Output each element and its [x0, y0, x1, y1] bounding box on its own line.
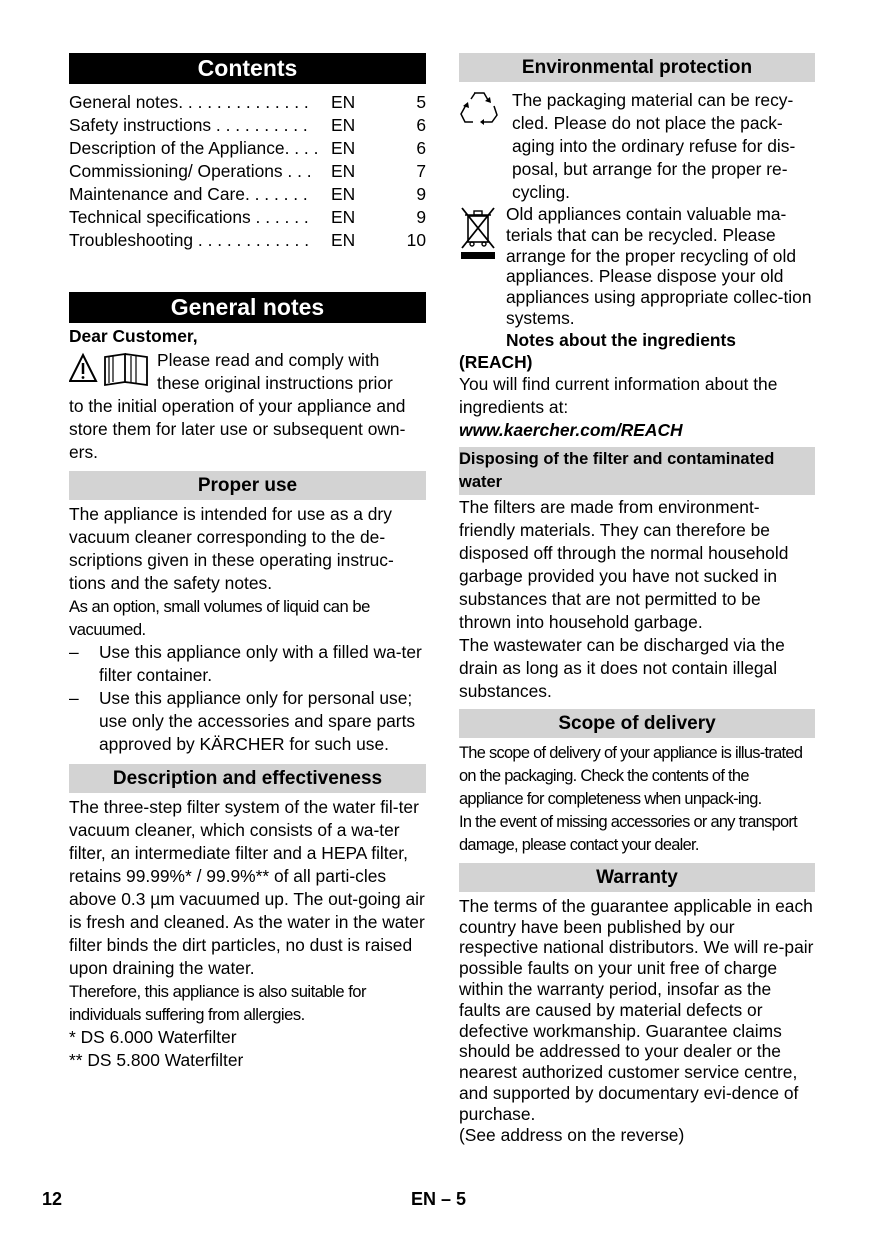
warranty-heading: Warranty	[459, 863, 815, 892]
toc-row[interactable]	[69, 206, 426, 229]
reach-link[interactable]: www.kaercher.com/REACH	[459, 419, 683, 440]
footnote-2: ** DS 5.800 Waterfilter	[69, 1050, 244, 1070]
page-number: 12	[42, 1189, 63, 1209]
toc-title: Commissioning/ Operations . . .	[69, 161, 312, 181]
proper-use-text: The appliance is intended for use as a dry vacuum cleaner corresponding to the de-scriptions given in these operating instruc-tions and the safety notes.	[69, 504, 394, 593]
list-item	[69, 641, 426, 687]
warranty-address-note: (See address on the reverse)	[459, 1124, 685, 1145]
toc-page: 6	[416, 138, 426, 158]
recycle-icon	[459, 89, 512, 204]
toc-title: Troubleshooting . . . . . . . . . . . .	[69, 230, 310, 250]
greeting: Dear Customer,	[69, 326, 198, 346]
proper-use-heading: Proper use	[69, 471, 426, 500]
warranty-text: The terms of the guarantee applicable in each country have been published by our respective national distributors. We will re-pair possible faults on your unit free of charge within the warranty period, insofar as the faults are caused by material defects or defective workmanship. Guarantee claims should be addressed to your dealer or the nearest authorized customer service centre, and supported by documentary evi-dence of purchase.	[459, 895, 814, 1124]
list-item-text: Use this appliance only for personal use; use only the accessories and spare parts approved by KÄRCHER for such use.	[99, 688, 416, 754]
contents-heading: Contents	[69, 53, 426, 84]
right-column	[459, 53, 815, 1145]
toc-title: Description of the Appliance. . . .	[69, 138, 319, 158]
reach-text: You will find current information about the ingredients at:	[459, 373, 778, 417]
list-item-text: Use this appliance only with a filled wa-ter filter container.	[99, 642, 422, 685]
warning-manual-icon	[69, 351, 157, 391]
toc-lang: EN	[331, 207, 356, 227]
toc-row[interactable]	[69, 183, 426, 206]
intro-rest: to the initial operation of your appliance and store them for later use or subsequent own-ers.	[69, 396, 406, 462]
toc-lang: EN	[331, 184, 356, 204]
toc-row[interactable]	[69, 160, 426, 183]
proper-use-option: As an option, small volumes of liquid can be vacuumed.	[69, 597, 370, 639]
description-heading: Description and effectiveness	[69, 764, 426, 793]
toc-page: 10	[406, 230, 426, 250]
toc-row[interactable]	[69, 137, 426, 160]
old-appliances-block	[459, 204, 815, 329]
reach-heading-cont: (REACH)	[459, 351, 533, 372]
toc-page: 9	[416, 184, 426, 204]
toc-lang: EN	[331, 115, 356, 135]
reach-heading: Notes about the ingredients	[506, 329, 736, 350]
toc-title: Safety instructions . . . . . . . . . .	[69, 115, 308, 135]
disposing-text: The filters are made from environment-friendly materials. They can therefore be disposed off through the normal household garbage provided you have not sucked in substances that are not permitted to be thrown into household garbage.	[459, 496, 789, 632]
description-text: The three-step filter system of the water fil-ter vacuum cleaner, which consists of a wa-ter filter, an intermediate filter and a HEPA filter, retains 99.99%* / 99.9%** of all parti-cles above 0.3 µm vacuumed up. The out-going air is fresh and cleaned. As the water in the water filter binds the dirt particles, no dust is raised upon draining the water.	[69, 797, 425, 978]
toc-lang: EN	[331, 92, 356, 112]
scope-text: The scope of delivery of your appliance is illus-trated on the packaging. Check the contents of the appliance for completeness when unpack-ing.	[459, 743, 803, 808]
toc-lang: EN	[331, 230, 356, 250]
toc-page: 6	[416, 115, 426, 135]
toc-row[interactable]	[69, 91, 426, 114]
table-of-contents	[69, 91, 426, 252]
packaging-block	[459, 89, 815, 204]
packaging-text: The packaging material can be recy-cled. Please do not place the pack-aging into the ordinary refuse for dis-posal, but arrange for the proper re-cycling.	[512, 90, 796, 202]
toc-page: 5	[416, 92, 426, 112]
dash-marker: –	[69, 688, 79, 708]
disposing-heading: Disposing of the filter and contaminated water	[459, 447, 815, 495]
old-appliances-text: Old appliances contain valuable ma-terials that can be recycled. Please arrange for the proper recycling of old appliances. Please dispose your old appliances using appropriate collec-tion systems.	[506, 204, 812, 328]
toc-page: 9	[416, 207, 426, 227]
toc-title: Maintenance and Care. . . . . . .	[69, 184, 308, 204]
toc-lang: EN	[331, 138, 356, 158]
intro-first-lines: Please read and comply with these original instructions prior	[157, 350, 393, 393]
scope-heading: Scope of delivery	[459, 709, 815, 738]
toc-row[interactable]	[69, 229, 426, 252]
dash-marker: –	[69, 642, 79, 662]
general-notes-heading: General notes	[69, 292, 426, 323]
footnote-1: * DS 6.000 Waterfilter	[69, 1027, 237, 1047]
scope-dealer-text: In the event of missing accessories or any transport damage, please contact your dealer.	[459, 812, 798, 854]
description-allergy: Therefore, this appliance is also suitable for individuals suffering from allergies.	[69, 982, 367, 1024]
list-item	[69, 687, 426, 756]
page-label: EN – 5	[411, 1189, 467, 1209]
toc-lang: EN	[331, 161, 356, 181]
toc-page: 7	[416, 161, 426, 181]
toc-title: Technical specifications . . . . . .	[69, 207, 309, 227]
toc-row[interactable]	[69, 114, 426, 137]
environment-heading: Environmental protection	[459, 53, 815, 82]
crossed-bin-icon	[459, 204, 506, 329]
intro-block	[69, 349, 426, 464]
left-column	[69, 53, 426, 1072]
wastewater-text: The wastewater can be discharged via the drain as long as it does not contain illegal substances.	[459, 634, 785, 701]
toc-title: General notes. . . . . . . . . . . . . .	[69, 92, 309, 112]
